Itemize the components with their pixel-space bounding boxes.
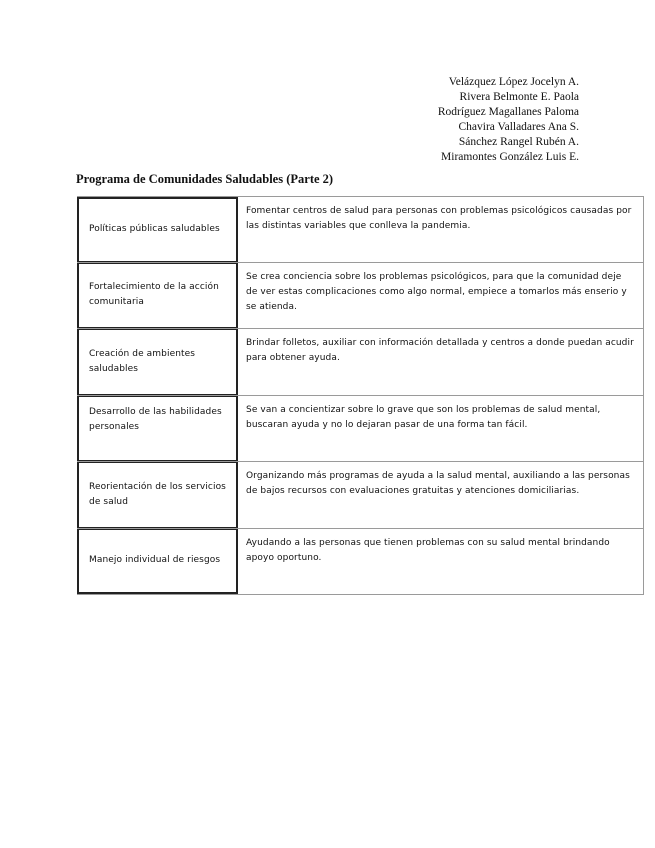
row-description: Se crea conciencia sobre los problemas psicológicos, para que la comunidad deje de ver estas complicaciones como algo normal, empiece a tomarlos más enserio y se atienda. [238, 263, 644, 329]
table-row [77, 529, 644, 596]
table-row [77, 396, 644, 463]
document-title: Programa de Comunidades Saludables (Parte 2) [76, 172, 334, 186]
row-label: Reorientación de los servicios de salud [77, 462, 238, 528]
row-description: Organizando más programas de ayuda a la salud mental, auxiliando a las personas de bajos recursos con evaluaciones gratuitas y atenciones domiciliarias. [238, 462, 644, 528]
row-description: Ayudando a las personas que tienen problemas con su salud mental brindando apoyo oportuno. [238, 529, 644, 595]
row-description: Fomentar centros de salud para personas con problemas psicológicos causadas por las distintas variables que conlleva la pandemia. [238, 197, 644, 262]
author-list [438, 75, 579, 165]
program-table [77, 196, 644, 595]
row-label: Políticas públicas saludables [77, 197, 238, 262]
table-row [77, 263, 644, 330]
table-row [77, 196, 644, 263]
author-name: Miramontes González Luis E. [441, 151, 579, 163]
row-label: Manejo individual de riesgos [77, 529, 238, 595]
row-label: Fortalecimiento de la acción comunitaria [77, 263, 238, 329]
table-row [77, 329, 644, 396]
row-description: Brindar folletos, auxiliar con información detallada y centros a donde puedan acudir para obtener ayuda. [238, 329, 644, 395]
author-name: Rivera Belmonte E. Paola [459, 91, 579, 103]
author-name: Sánchez Rangel Rubén A. [458, 136, 579, 148]
author-name: Velázquez López Jocelyn A. [448, 76, 579, 88]
row-label: Creación de ambientes saludables [77, 329, 238, 395]
row-description: Se van a concientizar sobre lo grave que son los problemas de salud mental, buscaran ayuda y no lo dejaran pasar de una forma tan fácil. [238, 396, 644, 462]
author-name: Rodríguez Magallanes Paloma [437, 106, 579, 118]
table-row [77, 462, 644, 529]
row-label: Desarrollo de las habilidades personales [77, 396, 238, 462]
author-name: Chavira Valladares Ana S. [458, 121, 579, 133]
